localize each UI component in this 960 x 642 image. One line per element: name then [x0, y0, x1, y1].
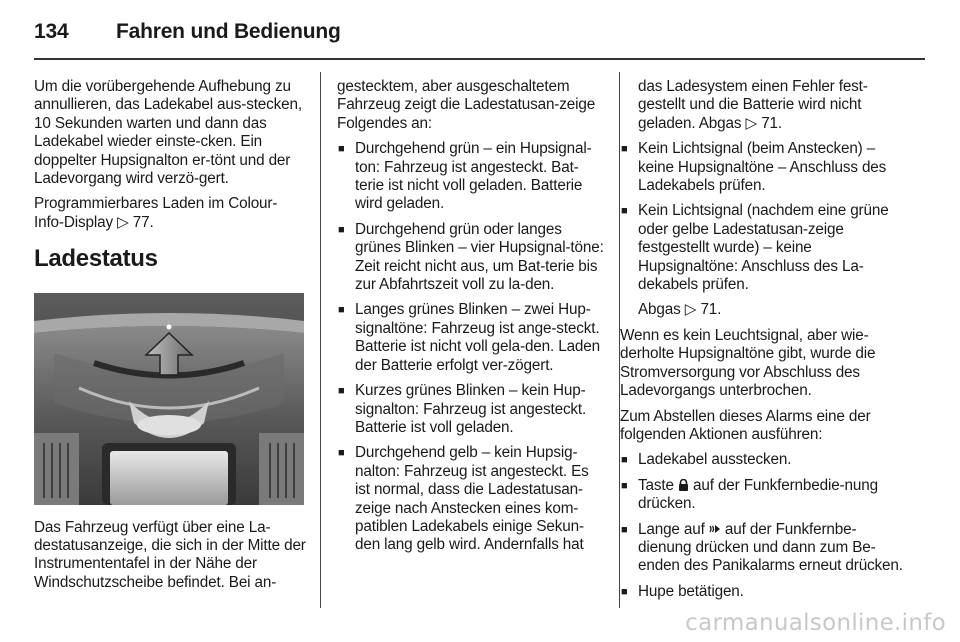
paragraph-alarm-abstellen: Zum Abstellen dieses Alarms eine der folgenden Aktionen ausführen: — [620, 407, 871, 443]
column-divider-1 — [320, 72, 321, 608]
lange-text: Lange auf — [638, 520, 705, 538]
page-number: 134 — [34, 20, 69, 43]
paragraph-aufhebung: Um die vorübergehende Aufhebung zu annullieren, das Ladekabel aus-stecken, 10 Sekunden warten und dann das Ladekabel wieder einste-cken. Ein doppelter Hupsignalton er-tönt und der Ladevorgang wird verzö-gert. — [34, 78, 302, 188]
column-2 — [337, 78, 605, 562]
paragraph-intro: gestecktem, aber ausgeschaltetem Fahrzeug zeigt die Ladestatusan-zeige Folgendes an: — [337, 78, 596, 132]
watermark: carmanualsonline.info — [685, 610, 946, 636]
column-3 — [620, 78, 904, 608]
paragraph-programmierbares-laden — [34, 195, 306, 232]
list-item: ■ Durchgehend gelb – kein Hupsig-nalton: Fahrzeug ist angesteckt. Es ist normal, dass die Ladestatusan-zeige nach Anstecken eines kom-patiblen Ladekabels einige Sekun-den lang gelb wird. Andernfalls hat — [337, 444, 605, 554]
paragraph-ladestatusanzeige: Das Fahrzeug verfügt über eine La-destatusanzeige, die sich in der Mitte der Instrumententafel in der Nähe der Windschutzscheibe befindet. Bei an- — [34, 518, 306, 591]
list-item-taste — [620, 477, 904, 514]
page-reference-link[interactable]: ▷ 71. — [745, 114, 783, 132]
section-heading: Ladestatus — [34, 245, 158, 273]
header-rule — [34, 58, 925, 60]
taste-text: Taste — [638, 476, 674, 494]
list-item: ■ Durchgehend grün oder langes grünes Blinken – vier Hupsignal-töne: Zeit reicht nicht aus, um Bat-terie bis zur Abfahrtszeit voll zu la-den. — [337, 221, 605, 295]
list-item: ■ Kein Lichtsignal (beim Anstecken) – keine Hupsignaltöne – Anschluss des Ladekabels prüfen. — [620, 140, 904, 195]
taste-text-rest: auf der Funkfernbedie-nung drücken. — [638, 476, 878, 513]
list-item: ■ Kurzes grünes Blinken – kein Hup-signalton: Fahrzeug ist angesteckt. Batterie ist voll geladen. — [337, 382, 605, 437]
list-item: ■ Kein Lichtsignal (nachdem eine grüne oder gelbe Ladestatusan-zeige festgestellt wurde) – keine Hupsignaltöne: Anschluss des La-dekabels prüfen. — [620, 202, 904, 294]
list-item: ■ Durchgehend grün – ein Hupsignal-ton: Fahrzeug ist angesteckt. Bat-terie ist nicht voll geladen. Batterie wird geladen. — [337, 140, 605, 214]
programmierbares-laden-text: Programmierbares Laden im Colour-Info-Display — [34, 195, 278, 231]
paragraph-leuchtsignal: Wenn es kein Leuchtsignal, aber wie-derholte Hupsignaltöne gibt, wurde die Stromversorgung vor Abschluss des Ladevorgangs unterbrochen. — [620, 326, 876, 400]
list-item-continuation — [620, 78, 904, 133]
lange-text-rest: auf der Funkfernbe-dienung drücken und dann zum Be-enden des Panikalarms erneut drücken. — [638, 520, 903, 575]
continuation-text: das Ladesystem einen Fehler fest-gestellt und die Batterie wird nicht geladen. Abgas — [638, 78, 868, 132]
page-title: Fahren und Bedienung — [116, 20, 341, 43]
page-reference-link[interactable]: ▷ 77. — [117, 213, 154, 231]
page-reference-link[interactable]: ▷ 71. — [684, 301, 722, 319]
lock-icon — [678, 479, 689, 491]
abgas-text: Abgas — [638, 301, 681, 319]
list-item-panic — [620, 521, 904, 576]
charge-status-indicator-photo — [34, 293, 304, 505]
list-item: ■ Hupe betätigen. — [620, 583, 904, 601]
panic-alarm-icon — [709, 523, 721, 535]
list-item: ■ Ladekabel ausstecken. — [620, 451, 904, 469]
list-item: ■ Langes grünes Blinken – zwei Hup-signaltöne: Fahrzeug ist ange-steckt. Batterie ist nicht voll gela-den. Laden der Batterie erfolgt ver-zögert. — [337, 301, 605, 375]
abgas-reference — [620, 301, 904, 319]
column-1 — [34, 78, 306, 599]
